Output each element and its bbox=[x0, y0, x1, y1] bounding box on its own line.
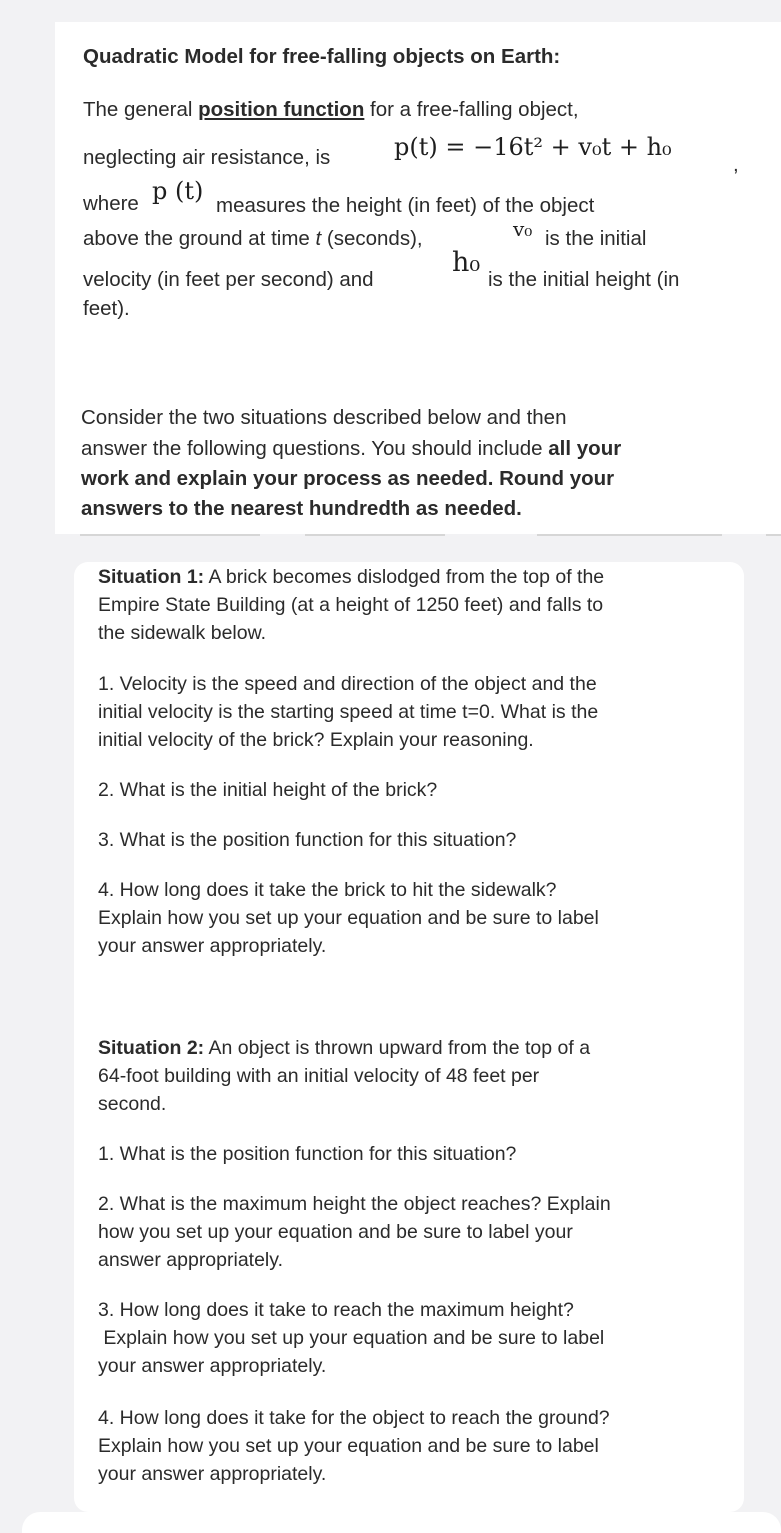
instructions-line-4: answers to the nearest hundredth as needed. bbox=[81, 497, 522, 520]
s1-question-2: 2. What is the initial height of the brick? bbox=[98, 779, 438, 801]
situation-1-line-1: Situation 1: A brick becomes dislodged from the top of the bbox=[98, 566, 605, 588]
situation-2-line-2: 64-foot building with an initial velocity of 48 feet per bbox=[98, 1065, 540, 1087]
intro-line-2: neglecting air resistance, is bbox=[83, 146, 331, 169]
s1-question-4-line-2: Explain how you set up your equation and be sure to label bbox=[98, 907, 599, 929]
intro-line-5a: velocity (in feet per second) and bbox=[83, 268, 374, 291]
divider bbox=[305, 534, 445, 536]
s2-question-3-line-2: Explain how you set up your equation and be sure to label bbox=[98, 1327, 605, 1349]
s2-question-4-line-2: Explain how you set up your equation and be sure to label bbox=[98, 1435, 599, 1457]
divider bbox=[537, 534, 722, 536]
intro-line-3b: measures the height (in feet) of the object bbox=[216, 194, 595, 217]
s1-question-4-line-1: 4. How long does it take the brick to hit the sidewalk? bbox=[98, 879, 557, 901]
v0-symbol: v₀ bbox=[513, 217, 533, 241]
bottom-sheet-edge bbox=[22, 1512, 781, 1533]
s2-question-2-line-2: how you set up your equation and be sure to label your bbox=[98, 1221, 573, 1243]
intro-line-1: The general position function for a free-falling object, bbox=[83, 98, 579, 121]
situation-1-line-2: Empire State Building (at a height of 1250 feet) and falls to bbox=[98, 594, 604, 616]
intro-line-3a: where bbox=[83, 192, 139, 215]
situation-1-line-3: the sidewalk below. bbox=[98, 622, 267, 644]
s2-question-2-line-1: 2. What is the maximum height the object reaches? Explain bbox=[98, 1193, 611, 1215]
s1-question-1-line-3: initial velocity of the brick? Explain your reasoning. bbox=[98, 729, 534, 751]
page-title: Quadratic Model for free-falling objects on Earth: bbox=[83, 45, 561, 68]
instructions-line-3: work and explain your process as needed. Round your bbox=[81, 467, 615, 490]
s2-question-1: 1. What is the position function for this situation? bbox=[98, 1143, 517, 1165]
intro-line-5b: is the initial height (in bbox=[488, 268, 680, 291]
s2-question-4-line-3: your answer appropriately. bbox=[98, 1463, 327, 1485]
intro-line-4c: is the initial bbox=[545, 227, 647, 250]
position-formula: p(t) = −16t² + v₀t + h₀ bbox=[394, 133, 672, 161]
h0-symbol: h₀ bbox=[452, 247, 481, 278]
s1-question-3: 3. What is the position function for this situation? bbox=[98, 829, 517, 851]
s2-question-2-line-3: answer appropriately. bbox=[98, 1249, 283, 1271]
position-function-link[interactable]: position function bbox=[198, 98, 365, 121]
divider bbox=[80, 534, 260, 536]
s1-question-1-line-2: initial velocity is the starting speed at time t=0. What is the bbox=[98, 701, 599, 723]
intro-line-4: above the ground at time t (seconds), bbox=[83, 227, 423, 250]
s2-question-3-line-3: your answer appropriately. bbox=[98, 1355, 327, 1377]
instructions-line-1: Consider the two situations described below and then bbox=[81, 406, 567, 429]
situation-2-line-1: Situation 2: An object is thrown upward from the top of a bbox=[98, 1037, 591, 1059]
s2-question-4-line-1: 4. How long does it take for the object to reach the ground? bbox=[98, 1407, 610, 1429]
s1-question-1-line-1: 1. Velocity is the speed and direction of the object and the bbox=[98, 673, 597, 695]
situation-2-line-3: second. bbox=[98, 1093, 167, 1115]
intro-line-6: feet). bbox=[83, 297, 130, 320]
divider bbox=[766, 534, 781, 536]
s1-question-4-line-3: your answer appropriately. bbox=[98, 935, 327, 957]
p-of-t-symbol: p (t) bbox=[152, 177, 204, 205]
formula-comma: , bbox=[733, 153, 739, 176]
s2-question-3-line-1: 3. How long does it take to reach the maximum height? bbox=[98, 1299, 574, 1321]
instructions-line-2: answer the following questions. You should include all your bbox=[81, 437, 622, 460]
